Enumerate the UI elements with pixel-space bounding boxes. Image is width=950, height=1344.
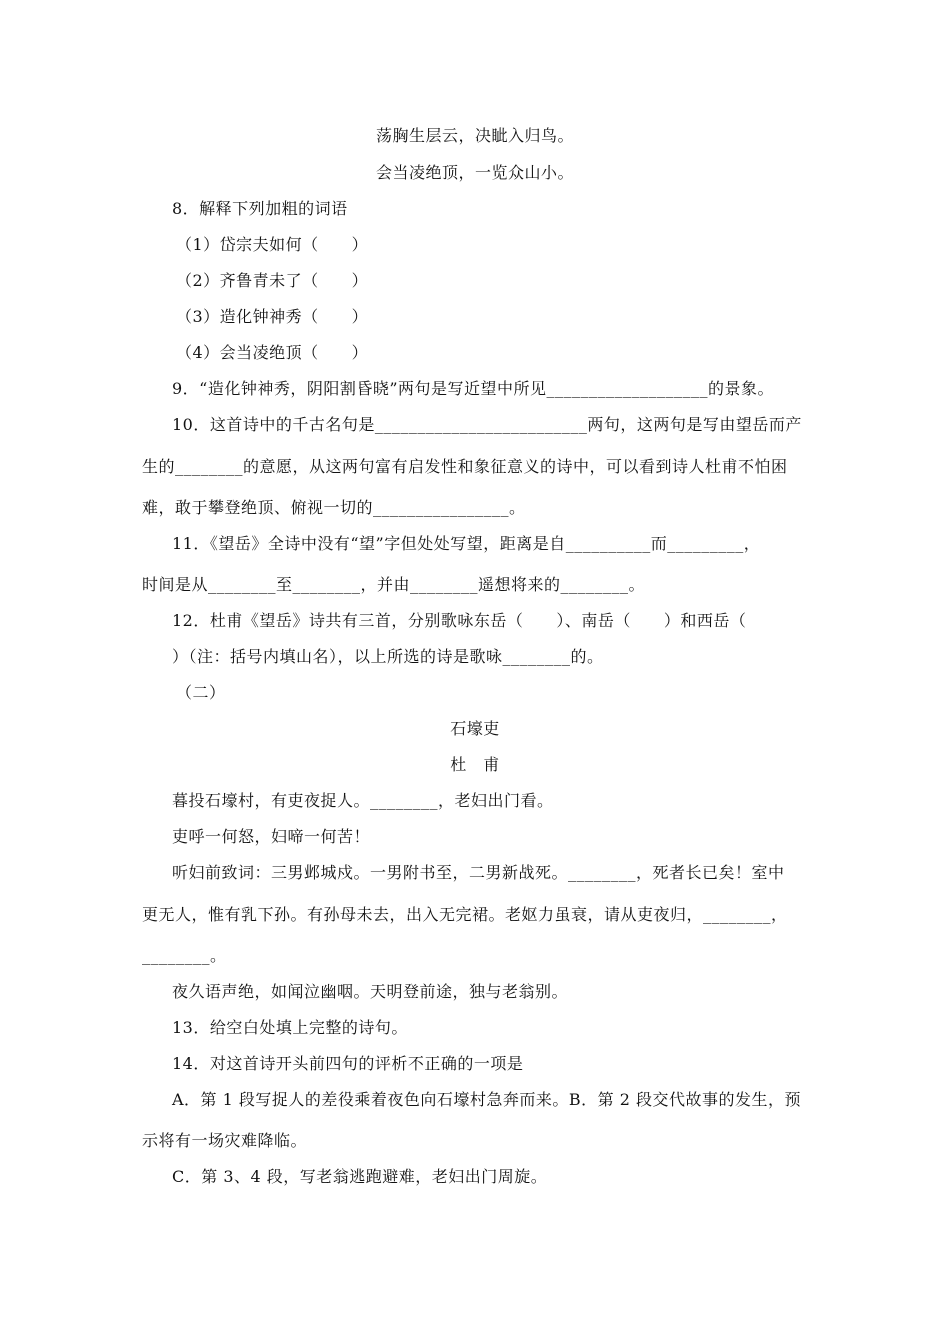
poem-paragraph: 更无人，惟有乳下孙。有孙母未去，出入无完裙。老妪力虽衰，请从吏夜归，________， (142, 905, 788, 924)
poem-line: 会当凌绝顶，一览众山小。 (375, 163, 574, 182)
poem-paragraph: 暮投石壕村，有吏夜捉人。________，老妇出门看。 (172, 791, 554, 810)
question-10-line: 生的________的意愿，从这两句富有启发性和象征意义的诗中，可以看到诗人杜甫不怕困 (142, 457, 788, 476)
question-10-line: 难，敢于攀登绝顶、俯视一切的________________。 (142, 498, 526, 517)
question-11-line: 时间是从________至________，并由________遥想将来的________。 (142, 575, 646, 594)
question-11-line: 11．《望岳》全诗中没有“望”字但处处写望，距离是自__________而_________， (172, 534, 761, 553)
question-14-option: C．第 3、4 段，写老翁逃跑避难，老妇出门周旋。 (172, 1167, 548, 1186)
question-14-option: 示将有一场灾难降临。 (142, 1131, 308, 1150)
poem-title: 石壕吏 (450, 719, 500, 738)
question-8-item: （4）会当凌绝顶（ ） (176, 343, 369, 362)
question-14-title: 14．对这首诗开头前四句的评析不正确的一项是 (172, 1054, 524, 1073)
poem-paragraph: 听妇前致词：三男邺城戍。一男附书至，二男新战死。________，死者长已矣！室中 (172, 863, 785, 882)
question-12-line: 12．杜甫《望岳》诗共有三首，分别歌咏东岳（ ）、南岳（ ）和西岳（ (172, 611, 747, 630)
question-9: 9．“造化钟神秀，阴阳割昏晓”两句是写近望中所见___________________的景象。 (172, 379, 775, 398)
question-10-line: 10．这首诗中的千古名句是_________________________两句，这两句是写由望岳而产 (172, 415, 802, 434)
poem-paragraph: ________。 (142, 946, 227, 965)
question-12-line: ）（注：括号内填山名），以上所选的诗是歌咏________的。 (172, 647, 604, 666)
poem-line: 荡胸生层云，决眦入归鸟。 (375, 126, 574, 145)
poem-paragraph: 吏呼一何怒，妇啼一何苦！ (172, 827, 371, 846)
poem-paragraph: 夜久语声绝，如闻泣幽咽。天明登前途，独与老翁别。 (172, 982, 569, 1001)
question-8-item: （3）造化钟神秀（ ） (176, 307, 369, 326)
question-8-title: 8．解释下列加粗的词语 (172, 199, 348, 218)
question-13: 13．给空白处填上完整的诗句。 (172, 1018, 408, 1037)
question-14-option: A．第 1 段写捉人的差役乘着夜色向石壕村急奔而来。B．第 2 段交代故事的发生，预 (172, 1090, 802, 1109)
poem-author: 杜 甫 (450, 755, 500, 774)
question-8-item: （2）齐鲁青未了（ ） (176, 271, 369, 290)
question-8-item: （1）岱宗夫如何（ ） (176, 235, 369, 254)
section-label: （二） (176, 683, 226, 702)
